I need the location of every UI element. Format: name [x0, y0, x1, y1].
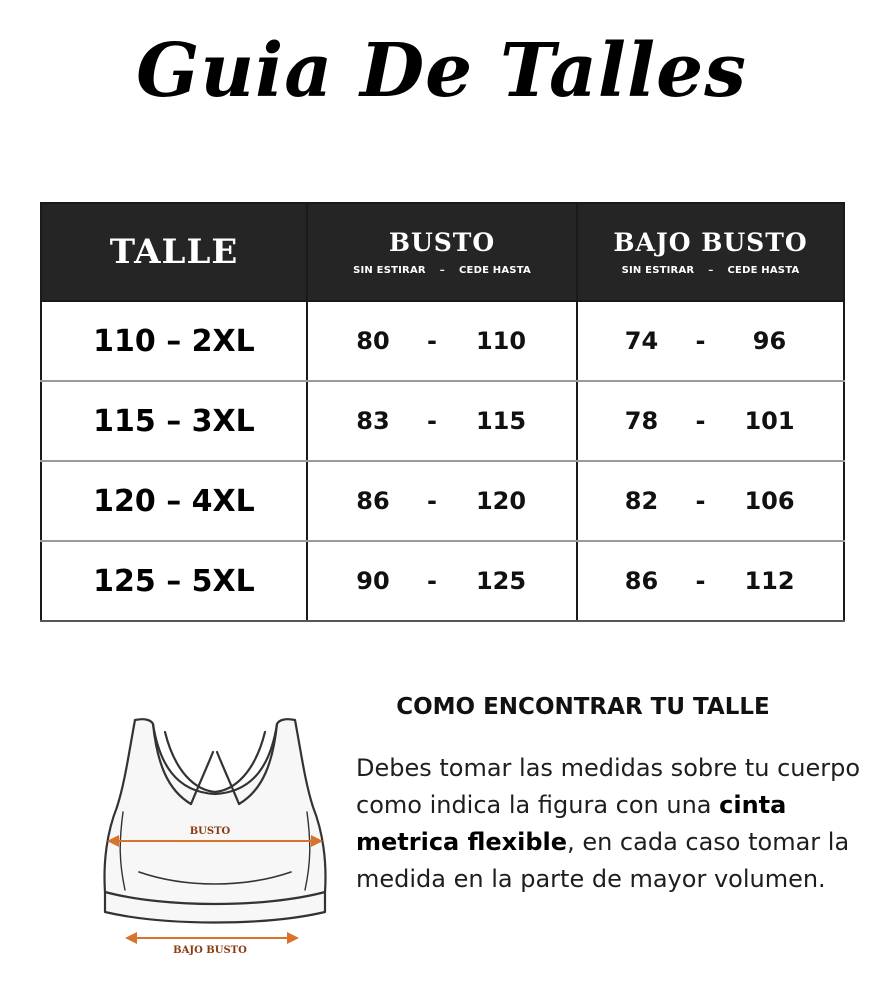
- header-busto-sub: [308, 265, 576, 276]
- bajo-min: 78: [624, 407, 659, 435]
- busto-min: 90: [356, 567, 390, 595]
- header-busto-label: BUSTO: [388, 228, 496, 257]
- size-cell: 125 – 5XL: [41, 541, 307, 621]
- header-bajo-busto: [577, 203, 844, 301]
- busto-cell: [307, 301, 577, 381]
- bajo-max: 106: [744, 487, 795, 515]
- busto-measure-label: BUSTO: [189, 826, 231, 837]
- range-sep: -: [695, 487, 706, 515]
- header-talle-label: TALLE: [109, 232, 239, 272]
- size-cell: 115 – 3XL: [41, 381, 307, 461]
- bajo-busto-cell: [577, 461, 844, 541]
- busto-max: 110: [475, 327, 527, 355]
- size-cell: 120 – 4XL: [41, 461, 307, 541]
- header-busto: [307, 203, 577, 301]
- how-to-text-after: , en cada caso tomar la medida en la parte de mayor volumen.: [356, 828, 850, 893]
- page-title: Guia De Talles: [136, 28, 747, 114]
- bajo-busto-cell: [577, 381, 844, 461]
- busto-min: 86: [356, 487, 390, 515]
- bajo-min: 86: [624, 567, 659, 595]
- busto-max: 125: [475, 567, 527, 595]
- bajo-busto-cell: [577, 301, 844, 381]
- range-sep: -: [695, 327, 706, 355]
- table-row: [41, 381, 844, 461]
- bajo-busto-measure-label: BAJO BUSTO: [173, 945, 247, 956]
- header-busto-sub-sep: –: [439, 265, 445, 276]
- size-table: [40, 202, 845, 622]
- range-sep: -: [427, 487, 437, 515]
- bajo-max: 96: [752, 327, 787, 355]
- header-talle: [41, 203, 307, 301]
- range-sep: -: [427, 327, 437, 355]
- bajo-busto-cell: [577, 541, 844, 621]
- how-to-text-before: Debes tomar las medidas sobre tu cuerpo como indica la figura con una: [356, 754, 861, 819]
- how-to-text: [356, 750, 866, 898]
- header-bajo-busto-sub-sep: –: [708, 265, 714, 276]
- busto-max: 120: [475, 487, 527, 515]
- header-bajo-busto-sub: [578, 265, 843, 276]
- range-sep: -: [695, 567, 706, 595]
- header-bajo-busto-label: BAJO BUSTO: [613, 228, 808, 257]
- how-to-text-bold: cinta metrica flexible: [356, 791, 787, 856]
- sports-bra-illustration: [95, 712, 335, 962]
- header-bajo-busto-sub-right: CEDE HASTA: [727, 265, 800, 276]
- busto-max: 115: [475, 407, 527, 435]
- bajo-max: 101: [744, 407, 795, 435]
- table-row: [41, 541, 844, 621]
- busto-cell: [307, 541, 577, 621]
- bajo-max: 112: [744, 567, 795, 595]
- busto-min: 83: [356, 407, 390, 435]
- size-cell: 110 – 2XL: [41, 301, 307, 381]
- busto-cell: [307, 381, 577, 461]
- bajo-min: 74: [624, 327, 659, 355]
- range-sep: -: [427, 407, 437, 435]
- how-to-title: COMO ENCONTRAR TU TALLE: [396, 694, 770, 720]
- range-sep: -: [427, 567, 437, 595]
- table-row: [41, 461, 844, 541]
- header-busto-sub-left: SIN ESTIRAR: [353, 265, 426, 276]
- busto-min: 80: [356, 327, 390, 355]
- range-sep: -: [695, 407, 706, 435]
- bajo-min: 82: [624, 487, 659, 515]
- header-bajo-busto-sub-left: SIN ESTIRAR: [621, 265, 695, 276]
- table-header-row: [41, 203, 844, 301]
- table-row: [41, 301, 844, 381]
- header-busto-sub-right: CEDE HASTA: [459, 265, 531, 276]
- busto-cell: [307, 461, 577, 541]
